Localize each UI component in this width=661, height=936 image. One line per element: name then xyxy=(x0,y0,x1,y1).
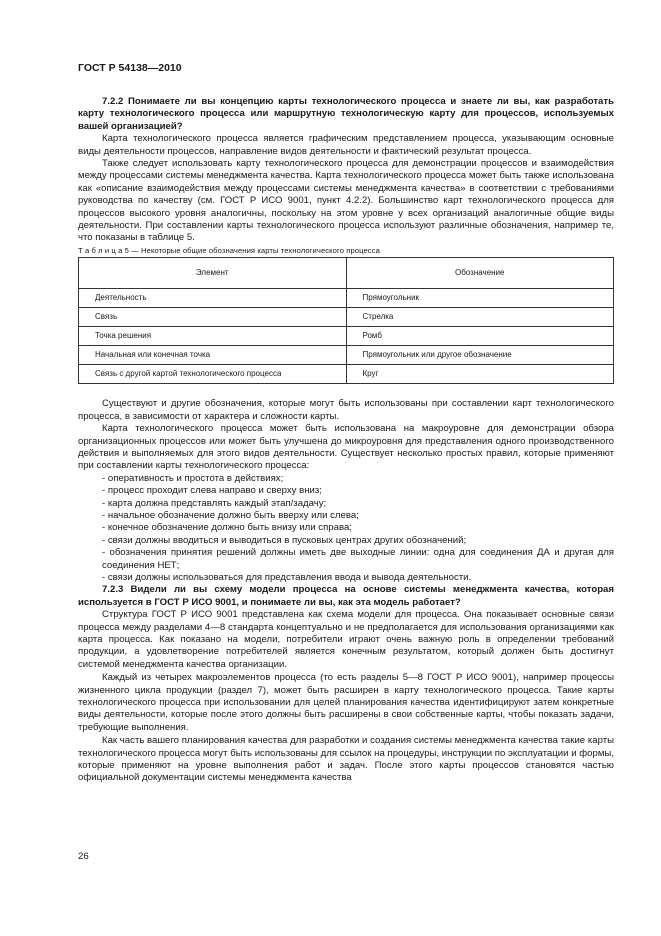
table-cell-element: Связь с другой картой технологического процесса xyxy=(79,365,347,384)
list-item: - связи должны вводиться и выводиться в пусковых центрах других обозначений; xyxy=(102,534,467,546)
list-item: - обозначения принятия решений должны иметь две выходные линии: одна для соединения ДА и другая для соединения НЕТ; xyxy=(102,547,614,571)
rules-list xyxy=(78,473,614,585)
section-723-heading: 7.2.3 Видели ли вы схему модели процесса на основе системы менеджмента качества, которая используется в ГОСТ Р ИСО 9001, и понимаете ли вы, как эта модель работает? xyxy=(78,584,614,608)
section-723-paragraph-1: Структура ГОСТ Р ИСО 9001 представлена как схема модели для процесса. Она показывает основные связи процесса между разделами 4—8 стандарта концептуально и не предполагается для использования организациями как карта процесса. Как показано на модели, потребители играют очень важную роль в определении требований продукции, а удовлетворение потребителей является конечным результатом, который должен быть достигнут системой менеджмента качества организации. xyxy=(78,609,614,670)
list-item: - связи должны использоваться для представления ввода и вывода деятельности. xyxy=(102,571,472,583)
table-row xyxy=(79,289,614,308)
table-cell-element: Начальная или конечная точка xyxy=(79,346,347,365)
section-722-paragraph-2: Также следует использовать карту технологического процесса для демонстрации процессов и взаимодействия между процессами системы менеджмента качества. Карта технологического процесса может быть также использована как «описание взаимодействия между процессами системы менеджмента качества» в соответствии с требованиями руководства по качеству (см. ГОСТ Р ИСО 9001, пункт 4.2.2). Большинство карт технологического процесса для процессов высокого уровня аналогичны, поскольку на этом уровне у всех организаций аналогичные общие виды деятельности. При составлении карты технологического процесса используют различные обозначения, например те, что показаны в таблице 5. xyxy=(78,158,614,244)
table-header-designation: Обозначение xyxy=(346,258,614,289)
table-cell-designation: Стрелка xyxy=(346,308,614,327)
list-item: - карта должна представлять каждый этап/задачу; xyxy=(102,497,327,509)
table-cell-designation: Прямоугольник или другое обозначение xyxy=(346,346,614,365)
page-content xyxy=(78,96,614,785)
table-cell-element: Деятельность xyxy=(79,289,347,308)
table-row xyxy=(79,308,614,327)
table-cell-element: Точка решения xyxy=(79,327,347,346)
table-row xyxy=(79,327,614,346)
table-5 xyxy=(78,257,614,384)
table-header-row xyxy=(79,258,614,289)
list-item: - оперативность и простота в действиях; xyxy=(102,472,284,484)
table-cell-designation: Круг xyxy=(346,365,614,384)
list-item: - начальное обозначение должно быть вверху или слева; xyxy=(102,509,359,521)
page-header: ГОСТ Р 54138—2010 xyxy=(78,62,182,74)
section-722-paragraph-1: Карта технологического процесса является графическим представлением процесса, указывающим основные виды деятельности процессов, направление видов деятельности и фактический результат процесса. xyxy=(78,133,614,157)
table-row xyxy=(79,346,614,365)
section-723-paragraph-2: Каждый из четырех макроэлементов процесса (то есть разделы 5—8 ГОСТ Р ИСО 9001), например процессы жизненного цикла продукции (раздел 7), может быть расширен в карту технологического процесса. Такие карты технологического процесса при использовании для целей планирования качества идентифицируют затем конкретные виды деятельности, которые после этого должны быть расширены в свои собственные карты, чтобы показать задачи, требующие выполнения. xyxy=(78,672,614,733)
section-723-paragraph-3: Как часть вашего планирования качества для разработки и создания системы менеджмента качества такие карты технологического процесса могут быть использованы для ссылок на процедуры, инструкции по эксплуатации и формы, которые применяют на уровне выполнения работ и задач. После этого карты процессов становятся частью официальной документации системы менеджмента качества xyxy=(78,735,614,784)
after-table-paragraph-1: Существуют и другие обозначения, которые могут быть использованы при составлении карт технологического процесса, в зависимости от характера и сложности карты. xyxy=(78,398,614,422)
table-cell-element: Связь xyxy=(79,308,347,327)
list-item: - конечное обозначение должно быть внизу или справа; xyxy=(102,522,352,534)
page-number: 26 xyxy=(78,851,89,862)
table-row xyxy=(79,365,614,384)
table-header-element: Элемент xyxy=(79,258,347,289)
after-table-paragraph-2: Карта технологического процесса может быть использована на макроуровне для демонстрации обзора организационных процессов или может быть улучшена до микроуровня для представления одного производственного действия и выполняемых для этого видов деятельности. Существует несколько простых правил, которые применяют при составлении карты технологического процесса: xyxy=(78,423,614,472)
section-722-heading: 7.2.2 Понимаете ли вы концепцию карты технологического процесса и знаете ли вы, как разработать карту технологического процесса или маршрутную технологическую карту для процессов, используемых вашей организацией? xyxy=(78,96,614,132)
table-cell-designation: Прямоугольник xyxy=(346,289,614,308)
table-cell-designation: Ромб xyxy=(346,327,614,346)
table-5-caption: Т а б л и ц а 5 — Некоторые общие обозначения карты технологического процесса xyxy=(78,245,380,255)
list-item: - процесс проходит слева направо и сверху вниз; xyxy=(102,485,322,497)
